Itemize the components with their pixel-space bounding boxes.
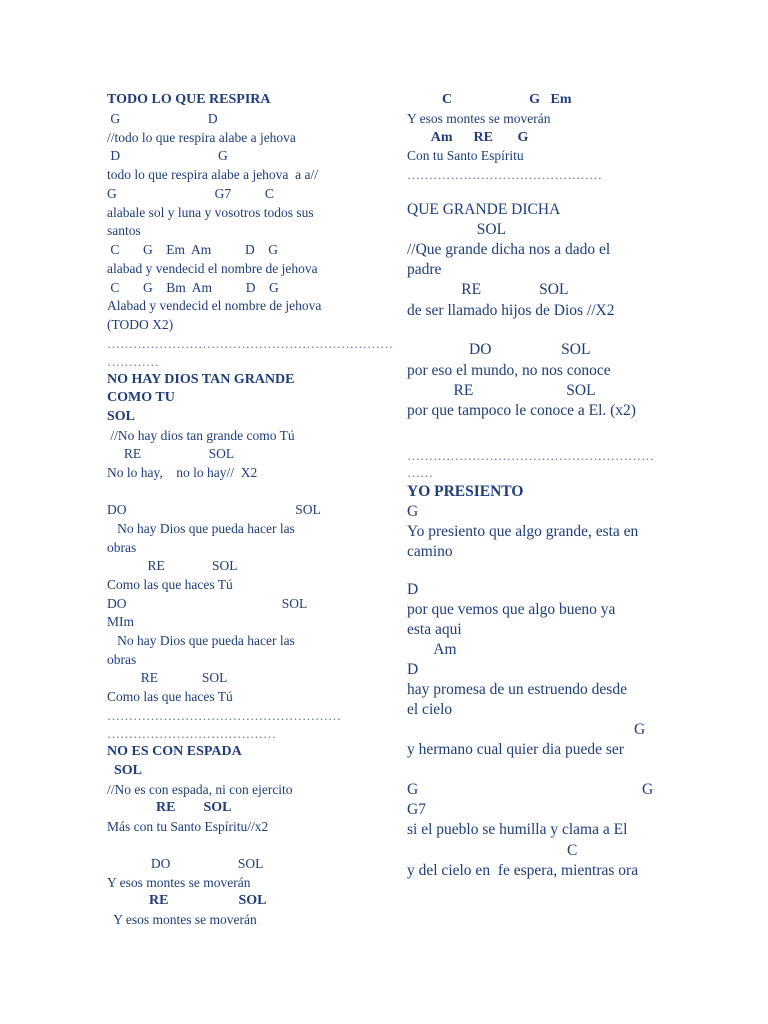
left-column-line: alabale sol y luna y vosotros todos sus (107, 205, 314, 220)
right-column-line: Y esos montes se moverán (407, 111, 551, 126)
left-column-line: RE SOL (107, 558, 238, 573)
left-column-line: MIm (107, 614, 134, 629)
left-column-line: RE SOL (107, 893, 267, 908)
left-column-line: Como las que haces Tú (107, 689, 233, 704)
right-column-line: G (407, 781, 419, 798)
left-column-line: SOL (107, 409, 136, 424)
left-column-line: NO ES CON ESPADA (107, 744, 242, 759)
left-column-line: DO SOL (107, 856, 264, 871)
left-column-line: SOL (107, 763, 143, 778)
right-column-line: Am (407, 641, 457, 658)
left-column-line: RE SOL (107, 446, 235, 461)
left-column-line: ……………………………………………… (107, 708, 341, 723)
left-column-line: COMO TU (107, 390, 175, 405)
right-column-line: G (642, 781, 654, 798)
right-column-line: por eso el mundo, no nos conoce (407, 362, 611, 379)
right-column-line: C G Em (407, 92, 572, 107)
left-column-line: //todo lo que respira alabe a jehova (107, 130, 296, 145)
right-column-line: DO SOL (407, 341, 591, 358)
right-column-line: por que vemos que algo bueno ya (407, 601, 616, 618)
right-column-line: Yo presiento que algo grande, esta en (407, 523, 639, 540)
right-column-line: esta aqui (407, 621, 462, 638)
left-column-line: G D (107, 111, 218, 126)
right-column-line: D (407, 661, 419, 678)
right-column-line: Con tu Santo Espíritu (407, 148, 524, 163)
left-column-line: Alabad y vendecid el nombre de jehova (107, 298, 322, 313)
left-column-line: DO SOL (107, 502, 321, 517)
left-column-line: Y esos montes se moverán (107, 912, 257, 927)
left-column-line: No lo hay, no lo hay// X2 (107, 465, 258, 480)
left-column-line: Y esos montes se moverán (107, 875, 251, 890)
left-column-line: Como las que haces Tú (107, 577, 233, 592)
right-column-line: QUE GRANDE DICHA (407, 201, 561, 218)
left-column-line: G G7 C (107, 186, 274, 201)
right-column-line: Am RE G (407, 130, 529, 145)
left-column-line: Más con tu Santo Espíritu//x2 (107, 819, 269, 834)
left-column-line: No hay Dios que pueda hacer las (107, 521, 295, 536)
right-column-line: RE SOL (407, 281, 569, 298)
right-column-line: si el pueblo se humilla y clama a El (407, 821, 628, 838)
left-column-line: santos (107, 223, 141, 238)
left-column-line: RE SOL (107, 670, 228, 685)
left-column-line: //No es con espada, ni con ejercito (107, 782, 293, 797)
right-column-line: hay promesa de un estruendo desde (407, 681, 627, 698)
left-column-line: (TODO X2) (107, 317, 174, 332)
right-column-line: ……………………………………… (407, 167, 602, 182)
right-column-line: YO PRESIENTO (407, 483, 524, 500)
left-column-line: alabad y vendecid el nombre de jehova (107, 261, 318, 276)
right-column-line: D (407, 581, 419, 598)
left-column-line: ………………………………… (107, 726, 276, 741)
left-column-line: RE SOL (107, 800, 232, 815)
left-column-line: D G (107, 148, 228, 163)
left-column-line: obras (107, 652, 137, 667)
right-column-line: y hermano cual quier dia puede ser (407, 741, 624, 758)
right-column-line: G (407, 503, 419, 520)
right-column-line: C (567, 842, 578, 859)
right-column-line: G (634, 721, 646, 738)
left-column-line: //No hay dios tan grande como Tú (107, 428, 295, 443)
left-column-line: C G Em Am D G (107, 242, 279, 257)
right-column-line: //Que grande dicha nos a dado el (407, 241, 611, 258)
right-column-line: G7 (407, 801, 426, 818)
right-column-line: camino (407, 543, 453, 560)
right-column-line: y del cielo en fe espera, mientras ora (407, 862, 639, 879)
left-column-line: obras (107, 540, 137, 555)
right-column-line: por que tampoco le conoce a El. (x2) (407, 402, 636, 419)
left-column-line: ………… (107, 354, 159, 369)
left-column-line: TODO LO QUE RESPIRA (107, 92, 271, 107)
right-column-line: el cielo (407, 701, 453, 718)
left-column-line: DO SOL (107, 596, 308, 611)
left-column-line: NO HAY DIOS TAN GRANDE (107, 372, 295, 387)
left-column-line: ………………………………………………………… (107, 336, 393, 351)
right-column-line: de ser llamado hijos de Dios //X2 (407, 302, 615, 319)
left-column-line: No hay Dios que pueda hacer las (107, 633, 295, 648)
right-column-line: SOL (407, 221, 507, 238)
right-column-line: ………………………………………………… (407, 448, 654, 463)
right-column-line: …… (407, 465, 433, 480)
left-column-line: todo lo que respira alabe a jehova a a// (107, 167, 319, 182)
left-column-line: C G Bm Am D G (107, 280, 279, 295)
right-column-line: RE SOL (407, 382, 596, 399)
right-column-line: padre (407, 261, 442, 278)
